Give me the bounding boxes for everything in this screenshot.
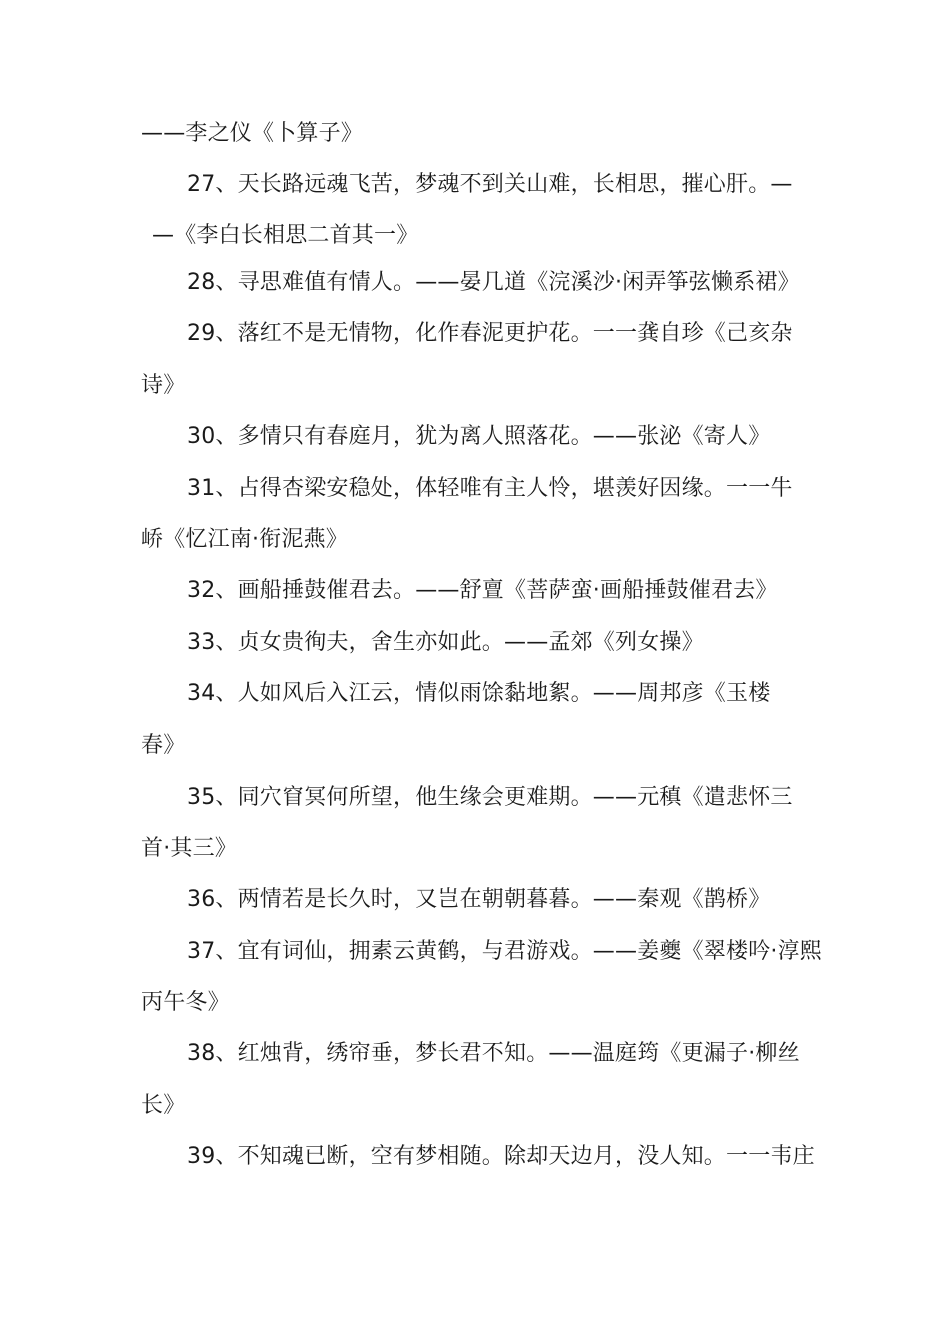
text-line: 38、红烛背，绣帘垂，梦长君不知。——温庭筠《更漏子·柳丝 bbox=[187, 1041, 800, 1066]
text-line: 29、落红不是无情物，化作春泥更护花。一一龚自珍《己亥杂 bbox=[187, 321, 793, 346]
text-line: 长》 bbox=[141, 1093, 186, 1118]
text-line: 春》 bbox=[141, 733, 186, 758]
text-line: 30、多情只有春庭月，犹为离人照落花。——张泌《寄人》 bbox=[187, 424, 771, 449]
text-line: 首·其三》 bbox=[141, 836, 237, 861]
text-line: 34、人如风后入江云，情似雨馀黏地絮。——周邦彦《玉楼 bbox=[187, 681, 771, 706]
text-line: 39、不知魂已断，空有梦相随。除却天边月，没人知。一一韦庄 bbox=[187, 1144, 815, 1169]
text-line: 32、画船捶鼓催君去。——舒亶《菩萨蛮·画船捶鼓催君去》 bbox=[187, 578, 778, 603]
text-line: ——李之仪《卜算子》 bbox=[141, 121, 364, 146]
text-line: 33、贞女贵徇夫，舍生亦如此。——孟郊《列女操》 bbox=[187, 630, 704, 655]
text-line: 诗》 bbox=[141, 373, 186, 398]
text-line: 28、寻思难值有情人。——晏几道《浣溪沙·闲弄筝弦懒系裙》 bbox=[187, 270, 800, 295]
text-line: 36、两情若是长久时，又岂在朝朝暮暮。——秦观《鹊桥》 bbox=[187, 887, 771, 912]
text-line: —《李白长相思二首其一》 bbox=[152, 223, 419, 248]
text-line: 27、天长路远魂飞苦，梦魂不到关山难，长相思，摧心肝。— bbox=[187, 172, 793, 197]
text-line: 35、同穴窅冥何所望，他生缘会更难期。——元稹《遣悲怀三 bbox=[187, 785, 793, 810]
text-line: 丙午冬》 bbox=[141, 990, 230, 1015]
text-line: 37、宜有词仙，拥素云黄鹤，与君游戏。——姜夔《翠楼吟·淳熙 bbox=[187, 939, 822, 964]
text-line: 峤《忆江南·衔泥燕》 bbox=[141, 527, 348, 552]
text-line: 31、占得杏梁安稳处，体轻唯有主人怜，堪羡好因缘。一一牛 bbox=[187, 476, 793, 501]
